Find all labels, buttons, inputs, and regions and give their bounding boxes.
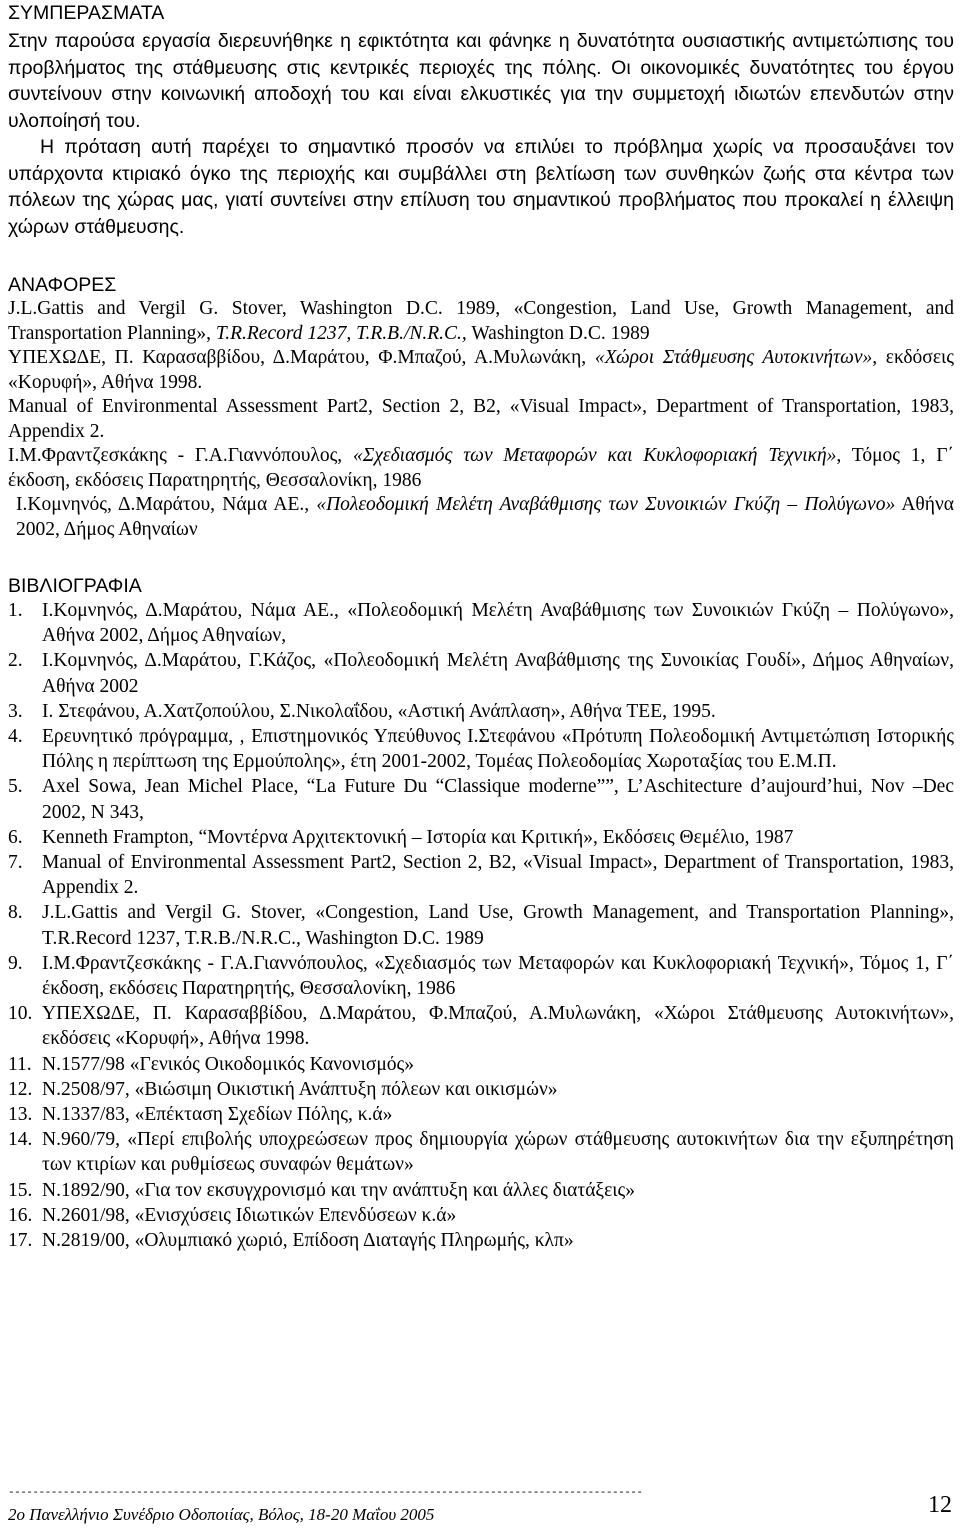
bibliography-item: 9. I.M.Φραντζεσκάκης - Γ.Α.Γιαννόπουλος, «Σχεδιασμός των Μεταφορών και Κυκλοφοριακή Τεχνική», Τόμος 1, Γ΄ έκδοση, εκδόσεις Παρατηρητής, Θεσσαλονίκη, 1986 — [8, 952, 954, 1000]
references-title: ΑΝΑΦΟΡΕΣ — [8, 274, 117, 296]
bibliography-item: 5. Axel Sowa, Jean Michel Place, “La Future Du “Classique moderne””, L’Aschitecture d’aujourd’hui, Nov –Dec 2002, N 343, — [8, 776, 954, 823]
bibliography-item: 16. N.2601/98, «Ενισχύσεις Ιδιωτικών Επενδύσεων κ.ά» — [8, 1204, 457, 1226]
bibliography-item: 15. N.1892/90, «Για τον εκσυγχρονισμό και την ανάπτυξη και άλλες διατάξεις» — [8, 1179, 636, 1201]
footer-conference-name: 2ο Πανελλήνιο Συνέδριο Οδοποιίας, Βόλος, 18-20 Μαΐου 2005 — [8, 1505, 435, 1524]
bibliography-item: 14. N.960/79, «Περί επιβολής υποχρεώσεων προς δημιουργία χώρων στάθμευσης αυτοκινήτων δια την εξυπηρέτηση των κτιρίων και ρυθμίσεως συναφών θεμάτων» — [8, 1129, 954, 1176]
bibliography-item: 7. Manual of Environmental Assessment Part2, Section 2, B2, «Visual Impact», Department of Transportation, 1983, Appendix 2. — [8, 852, 954, 899]
bibliography-item: 13. N.1337/83, «Επέκταση Σχεδίων Πόλης, κ.ά» — [8, 1104, 393, 1126]
bibliography-item: 1. Ι.Κομνηνός, Δ.Μαράτου, Νάμα ΑΕ., «Πολεοδομική Μελέτη Αναβάθμισης των Συνοικιών Γκύζη – Πολύγωνο», Αθήνα 2002, Δήμος Αθηναίων, — [8, 600, 954, 647]
conclusions-paragraph-1: Στην παρούσα εργασία διερευνήθηκε η εφικτότητα και φάνηκε η δυνατότητα ουσιαστικής αντιμετώπισης του προβλήματος της στάθμευσης στις κεντρικές περιοχές της πόλης. Οι οικονομικές δυνατότητες του έργου συντείνουν στην κοινωνική αποδοχή του και είναι ελκυστικές για την συμμετοχή ιδιωτών επενδυτών στην υλοποίησή του. — [8, 30, 954, 132]
conclusions-title: ΣΥΜΠΕΡΑΣΜΑΤΑ — [8, 2, 165, 24]
footer-divider: -------------------------------------------------------------------------------------------------------- — [8, 1487, 643, 1499]
reference-item: ΥΠΕΧΩΔΕ, Π. Καρασαββίδου, Δ.Μαράτου, Φ.Μπαζού, Α.Μυλωνάκη, «Χώροι Στάθμευσης Αυτοκινήτων», εκδόσεις «Κορυφή», Αθήνα 1998. — [8, 347, 954, 393]
bibliography-item: 8. J.L.Gattis and Vergil G. Stover, «Congestion, Land Use, Growth Management, and Transportation Planning», T.R.Record 1237, T.R.B./N.R.C., Washington D.C. 1989 — [8, 902, 954, 949]
page-number: 12 — [928, 1492, 952, 1518]
reference-item: Ι.Κομνηνός, Δ.Μαράτου, Νάμα ΑΕ., «Πολεοδομική Μελέτη Αναβάθμισης των Συνοικιών Γκύζη – Πολύγωνο» Αθήνα 2002, Δήμος Αθηναίων — [16, 494, 955, 540]
bibliography-item: 4. Ερευνητικό πρόγραμμα, , Επιστημονικός Υπεύθυνος Ι.Στεφάνου «Πρότυπη Πολεοδομική Αντιμετώπιση Ιστορικής Πόλης η περίπτωση της Ερμούπολης», έτη 2001-2002, Τομέας Πολεοδομίας Χωροταξίας του Ε.Μ.Π. — [8, 726, 954, 773]
conclusions-paragraph-2: Η πρόταση αυτή παρέχει το σημαντικό προσόν να επιλύει το πρόβλημα χωρίς να προσαυξάνει τον υπάρχοντα κτιριακό όγκο της περιοχής και συμβάλλει στη βελτίωση των συνθηκών ζωής στα κέντρα των πόλεων της χώρας μας, γιατί συντείνει στην επίλυση του σημαντικού προβλήματος που προκαλεί η έλλειψη χώρων στάθμευσης. — [8, 136, 954, 238]
references-list — [8, 297, 954, 542]
reference-item: J.L.Gattis and Vergil G. Stover, Washington D.C. 1989, «Congestion, Land Use, Growth Management, and Transportation Planning», T.R.Record 1237, T.R.B./N.R.C., Washington D.C. 1989 — [8, 298, 954, 344]
bibliography-list — [8, 598, 954, 1253]
bibliography-item: 10. ΥΠΕΧΩΔΕ, Π. Καρασαββίδου, Δ.Μαράτου, Φ.Μπαζού, Α.Μυλωνάκη, «Χώροι Στάθμευσης Αυτοκινήτων», εκδόσεις «Κορυφή», Αθήνα 1998. — [8, 1003, 954, 1050]
bibliography-item: 3. Ι. Στεφάνου, Α.Χατζοπούλου, Σ.Νικολαΐδου, «Αστική Ανάπλαση», Αθήνα ΤΕΕ, 1995. — [8, 700, 716, 722]
bibliography-title: ΒΙΒΛΙΟΓΡΑΦΙΑ — [8, 575, 142, 597]
reference-item: Manual of Environmental Assessment Part2, Section 2, B2, «Visual Impact», Department of Transportation, 1983, Appendix 2. — [8, 396, 954, 442]
bibliography-item: 17. N.2819/00, «Ολυμπιακό χωριό, Επίδοση Διαταγής Πληρωμής, κλπ» — [8, 1230, 574, 1252]
bibliography-item: 6. Kenneth Frampton, “Μοντέρνα Αρχιτεκτονική – Ιστορία και Κριτική», Εκδόσεις Θεμέλιο, 1987 — [8, 826, 794, 848]
reference-item: I.M.Φραντζεσκάκης - Γ.Α.Γιαννόπουλος, «Σχεδιασμός των Μεταφορών και Κυκλοφοριακή Τεχνική», Τόμος 1, Γ΄ έκδοση, εκδόσεις Παρατηρητής, Θεσσαλονίκη, 1986 — [8, 445, 954, 491]
bibliography-item: 2. Ι.Κομνηνός, Δ.Μαράτου, Γ.Κάζος, «Πολεοδομική Μελέτη Αναβάθμισης της Συνοικίας Γουδί», Δήμος Αθηναίων, Αθήνα 2002 — [8, 650, 954, 697]
bibliography-item: 11. N.1577/98 «Γενικός Οικοδομικός Κανονισμός» — [8, 1053, 415, 1075]
bibliography-item: 12. N.2508/97, «Βιώσιμη Οικιστική Ανάπτυξη πόλεων και οικισμών» — [8, 1078, 558, 1100]
